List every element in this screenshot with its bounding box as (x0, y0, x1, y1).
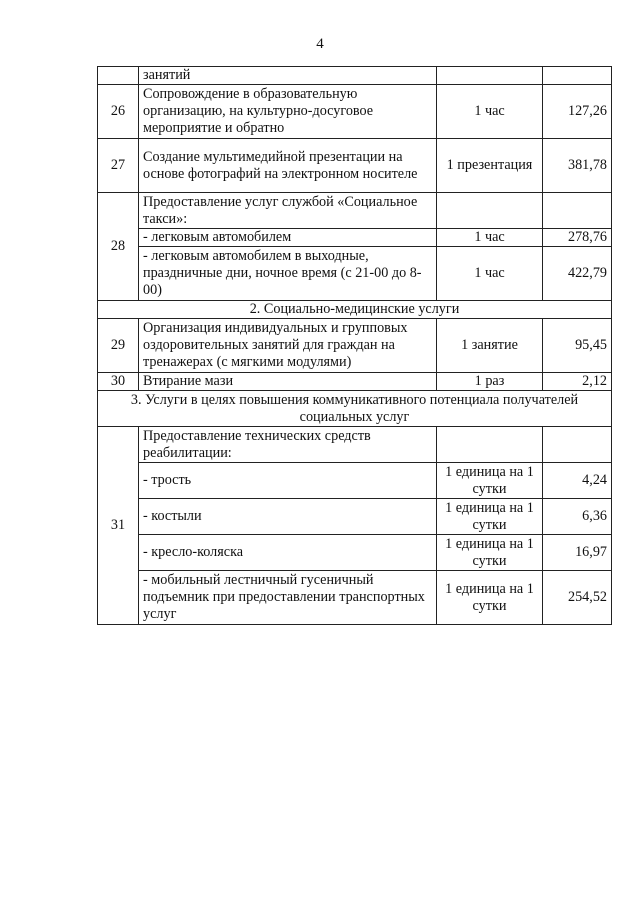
row-number: 28 (98, 193, 139, 301)
service-price (543, 67, 612, 85)
table-row (98, 247, 612, 301)
service-price: 95,45 (543, 319, 612, 373)
service-price: 6,36 (543, 499, 612, 535)
service-unit (437, 193, 543, 229)
row-number: 30 (98, 373, 139, 391)
service-name: - легковым автомобилем в выходные, праздничные дни, ночное время (с 21-00 до 8-00) (139, 247, 437, 301)
table-row (98, 139, 612, 193)
service-unit: 1 единица на 1 сутки (437, 571, 543, 625)
table-row (98, 463, 612, 499)
service-unit: 1 единица на 1 сутки (437, 499, 543, 535)
service-unit (437, 427, 543, 463)
table-row (98, 85, 612, 139)
section-title: 2. Социально-медицинские услуги (98, 301, 612, 319)
service-price: 127,26 (543, 85, 612, 139)
table-row (98, 193, 612, 229)
section-title: 3. Услуги в целях повышения коммуникативного потенциала получателей социальных услуг (98, 391, 612, 427)
table-row (98, 319, 612, 373)
service-name: Предоставление технических средств реабилитации: (139, 427, 437, 463)
service-price: 4,24 (543, 463, 612, 499)
service-name: - кресло-коляска (139, 535, 437, 571)
table-row (98, 67, 612, 85)
service-price (543, 193, 612, 229)
table-row (98, 571, 612, 625)
service-price: 16,97 (543, 535, 612, 571)
services-price-table (97, 66, 612, 625)
row-number: 31 (98, 427, 139, 625)
service-name: Предоставление услуг службой «Социальное такси»: (139, 193, 437, 229)
service-unit: 1 час (437, 247, 543, 301)
row-number: 26 (98, 85, 139, 139)
service-unit (437, 67, 543, 85)
service-unit: 1 единица на 1 сутки (437, 535, 543, 571)
service-unit: 1 час (437, 229, 543, 247)
service-name: - костыли (139, 499, 437, 535)
service-unit: 1 единица на 1 сутки (437, 463, 543, 499)
service-unit: 1 занятие (437, 319, 543, 373)
service-name: - мобильный лестничный гусеничный подъемник при предоставлении транспортных услуг (139, 571, 437, 625)
section-row (98, 301, 612, 319)
table-row (98, 427, 612, 463)
service-unit: 1 час (437, 85, 543, 139)
row-number (98, 67, 139, 85)
service-price: 278,76 (543, 229, 612, 247)
service-price (543, 427, 612, 463)
section-row (98, 391, 612, 427)
service-name: Сопровождение в образовательную организацию, на культурно-досуговое мероприятие и обратно (139, 85, 437, 139)
service-name: Создание мультимедийной презентации на основе фотографий на электронном носителе (139, 139, 437, 193)
service-price: 254,52 (543, 571, 612, 625)
service-unit: 1 презентация (437, 139, 543, 193)
service-name: Втирание мази (139, 373, 437, 391)
row-number: 29 (98, 319, 139, 373)
table-row (98, 535, 612, 571)
service-name: - легковым автомобилем (139, 229, 437, 247)
service-price: 381,78 (543, 139, 612, 193)
service-unit: 1 раз (437, 373, 543, 391)
service-name: занятий (139, 67, 437, 85)
page-number: 4 (316, 36, 324, 52)
service-price: 422,79 (543, 247, 612, 301)
service-name: Организация индивидуальных и групповых оздоровительных занятий для граждан на тренажерах (с мягкими модулями) (139, 319, 437, 373)
service-price: 2,12 (543, 373, 612, 391)
service-name: - трость (139, 463, 437, 499)
row-number: 27 (98, 139, 139, 193)
table-row (98, 373, 612, 391)
table-row (98, 229, 612, 247)
table-row (98, 499, 612, 535)
